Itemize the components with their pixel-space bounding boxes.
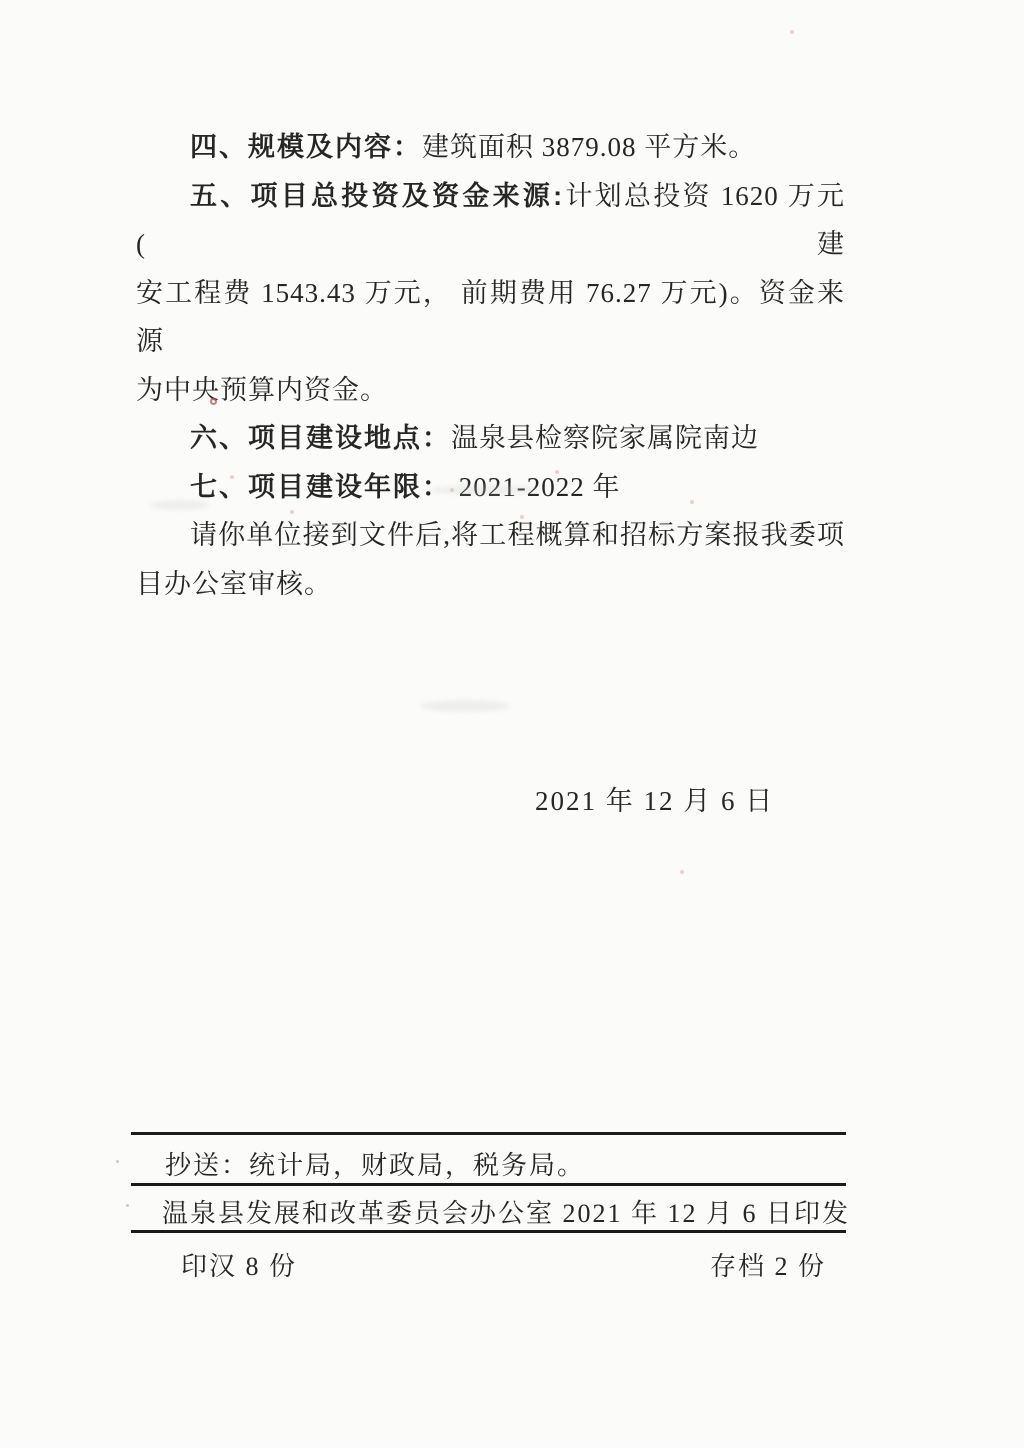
body-run: 温泉县检察院家属院南边 — [451, 423, 759, 453]
footer-divider-top — [131, 1132, 846, 1135]
scan-noise — [790, 30, 794, 34]
footer-divider-middle — [131, 1183, 846, 1186]
cc-line: 抄送：统计局，财政局，税务局。 — [165, 1151, 586, 1180]
section-heading-location: 六、项目建设地点： — [190, 423, 451, 453]
scan-noise — [116, 1160, 119, 1163]
issuer-line: 温泉县发展和改革委员会办公室 2021 年 12 月 6 日印发 — [162, 1199, 851, 1228]
body-line-instruction-wrap — [136, 560, 845, 609]
body-run: 为中央预算内资金。 — [136, 374, 388, 405]
body-line-schedule — [136, 463, 845, 512]
body-line-instruction — [136, 511, 845, 560]
document-date: 2021 年 12 月 6 日 — [535, 786, 775, 816]
archive-copies-label: 存档 2 份 — [710, 1252, 827, 1281]
body-line-investment — [136, 172, 845, 269]
scan-smudge — [420, 700, 510, 712]
document-body — [136, 123, 845, 608]
scan-noise — [126, 1204, 129, 1207]
body-run: 安工程费 1543.43 万元， 前期费用 76.27 万元)。资金来源 — [136, 277, 845, 356]
body-run: 计划总投资 1620 万元(建 — [136, 180, 845, 259]
body-run: 建筑面积 3879.08 平方米。 — [422, 132, 757, 162]
body-line-location — [136, 414, 845, 463]
print-copies-label: 印汉 8 份 — [181, 1252, 298, 1281]
body-run: 2021-2022 年 — [451, 471, 621, 502]
section-heading-schedule: 七、项目建设年限： — [190, 471, 451, 502]
section-heading-scale: 四、规模及内容： — [190, 132, 422, 162]
scan-noise — [680, 870, 684, 874]
body-run: 请你单位接到文件后,将工程概算和招标方案报我委项 — [190, 520, 845, 550]
body-line-investment-wrap1 — [136, 269, 845, 366]
body-line-investment-wrap2 — [136, 366, 845, 415]
footer-divider-bottom — [131, 1230, 846, 1233]
section-heading-investment: 五、项目总投资及资金来源: — [190, 180, 565, 211]
body-run: 目办公室审核。 — [136, 568, 332, 599]
body-line-scale — [136, 123, 845, 172]
